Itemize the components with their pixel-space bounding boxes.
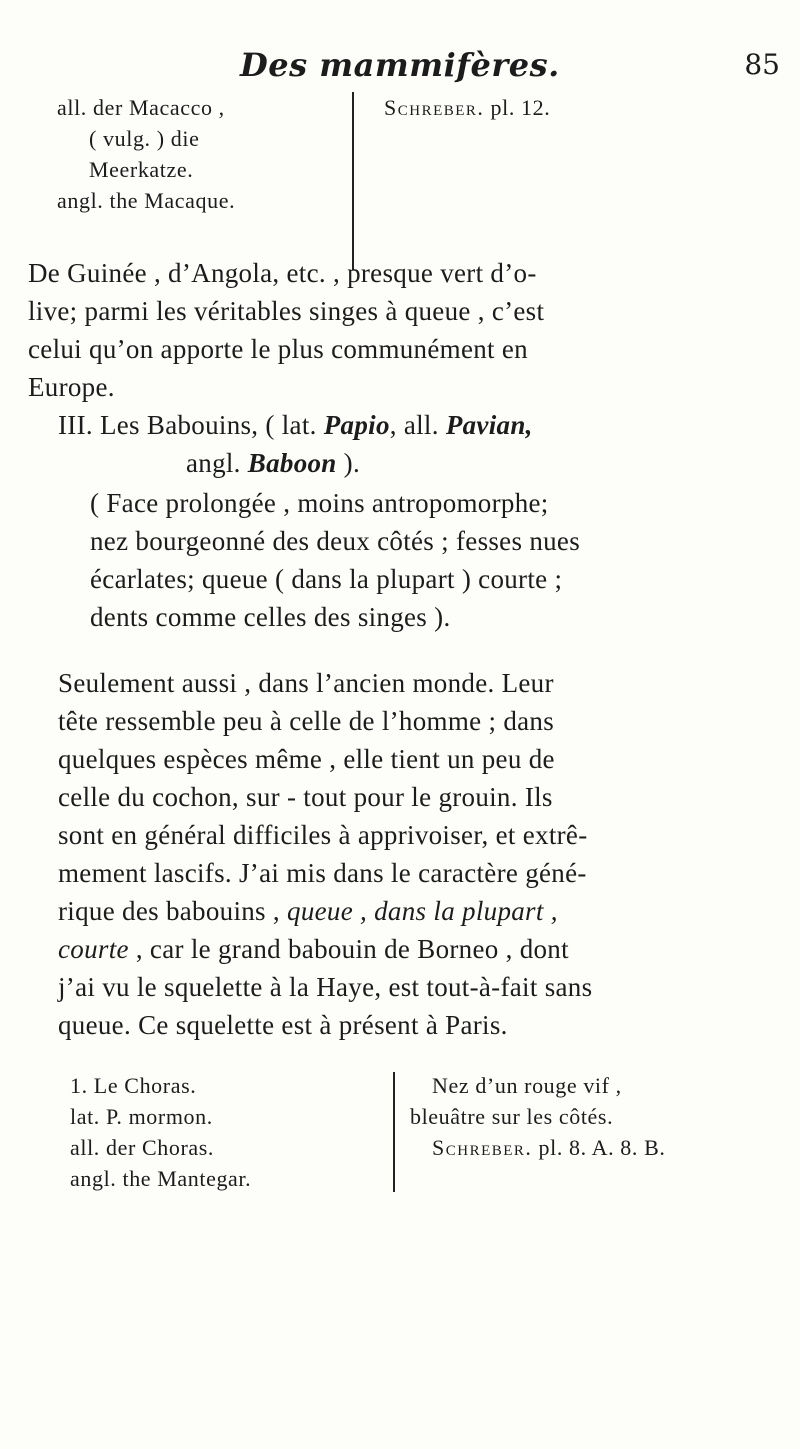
- entry2-divider: [393, 1072, 395, 1192]
- paragraph-1: [28, 254, 788, 406]
- entry2-name-line: lat. P. mormon.: [70, 1104, 213, 1129]
- text-line: Seulement aussi , dans l’ancien monde. Leur: [58, 668, 554, 698]
- entry1-reference: [384, 92, 550, 123]
- section-mid: , all.: [389, 410, 446, 440]
- english-name: Baboon: [247, 448, 337, 478]
- text-line: sont en général difficiles à apprivoiser, et extrê-: [58, 820, 588, 850]
- entry2-desc-line: Nez d’un rouge vif ,: [432, 1073, 622, 1098]
- section-line2-lead: angl.: [186, 448, 248, 478]
- german-name: Pavian,: [445, 410, 533, 440]
- entry1-name-line: angl. the Macaque.: [57, 188, 236, 213]
- entry2-name-line: 1. Le Choras.: [70, 1073, 197, 1098]
- text-line: dents comme celles des singes ).: [90, 602, 451, 632]
- text-line: [58, 930, 788, 968]
- line7-lead: rique des babouins ,: [58, 896, 288, 926]
- entry1-name-line: ( vulg. ) die: [89, 126, 200, 151]
- entry2-desc-line: bleuâtre sur les côtés.: [410, 1104, 614, 1129]
- text-line: [58, 892, 788, 930]
- text-line: celui qu’on apporte le plus communément en: [28, 334, 528, 364]
- entry1-divider: [352, 92, 354, 270]
- text-line: ( Face prolongée , moins antropomorphe;: [90, 488, 549, 518]
- latin-name: Papio: [323, 410, 390, 440]
- line8-rest: , car le grand babouin de Borneo , dont: [128, 934, 569, 964]
- entry2-name-line: all. der Choras.: [70, 1135, 215, 1160]
- entry2-names: [70, 1070, 251, 1194]
- entry1-names: [57, 92, 235, 216]
- section-line2-end: ).: [336, 448, 361, 478]
- text-line: nez bourgeonné des deux côtés ; fesses nues: [90, 526, 581, 556]
- page-header: [210, 46, 780, 96]
- entry1-ref-author: Schreber.: [384, 95, 485, 120]
- text-line: live; parmi les véritables singes à queue , c’est: [28, 296, 545, 326]
- text-line: quelques espèces même , elle tient un peu de: [58, 744, 555, 774]
- entry2-description: [410, 1070, 665, 1163]
- section-heading-line1: [58, 406, 788, 444]
- line8-italic: courte: [58, 934, 129, 964]
- characters-block: [90, 484, 790, 636]
- page-number: 85: [744, 48, 780, 81]
- running-title: Des mammifères.: [240, 46, 560, 84]
- entry2-name-line: angl. the Mantegar.: [70, 1166, 252, 1191]
- section-heading-line2: [58, 444, 788, 482]
- text-line: celle du cochon, sur - tout pour le grouin. Ils: [58, 782, 553, 812]
- text-line: queue. Ce squelette est à présent à Paris.: [58, 1010, 508, 1040]
- entry2-reference: [410, 1132, 665, 1163]
- section-heading: [58, 406, 788, 482]
- text-line: j’ai vu le squelette à la Haye, est tout-à-fait sans: [58, 972, 593, 1002]
- entry1-name-line: Meerkatze.: [89, 157, 194, 182]
- text-line: De Guinée , d’Angola, etc. , presque vert d’o-: [28, 258, 537, 288]
- entry2-ref-plate: pl. 8. A. 8. B.: [532, 1135, 666, 1160]
- paragraph-2: [58, 664, 788, 1044]
- text-line: écarlates; queue ( dans la plupart ) courte ;: [90, 564, 563, 594]
- text-line: tête ressemble peu à celle de l’homme ; dans: [58, 706, 555, 736]
- text-line: mement lascifs. J’ai mis dans le caractère géné-: [58, 858, 587, 888]
- section-lead: III. Les Babouins, ( lat.: [58, 410, 324, 440]
- entry1-name-line: all. der Macacco ,: [57, 95, 225, 120]
- text-line: Europe.: [28, 372, 115, 402]
- entry1-ref-plate: pl. 12.: [484, 95, 551, 120]
- line7-italic: queue , dans la plupart ,: [287, 896, 558, 926]
- entry2-ref-author: Schreber.: [432, 1135, 533, 1160]
